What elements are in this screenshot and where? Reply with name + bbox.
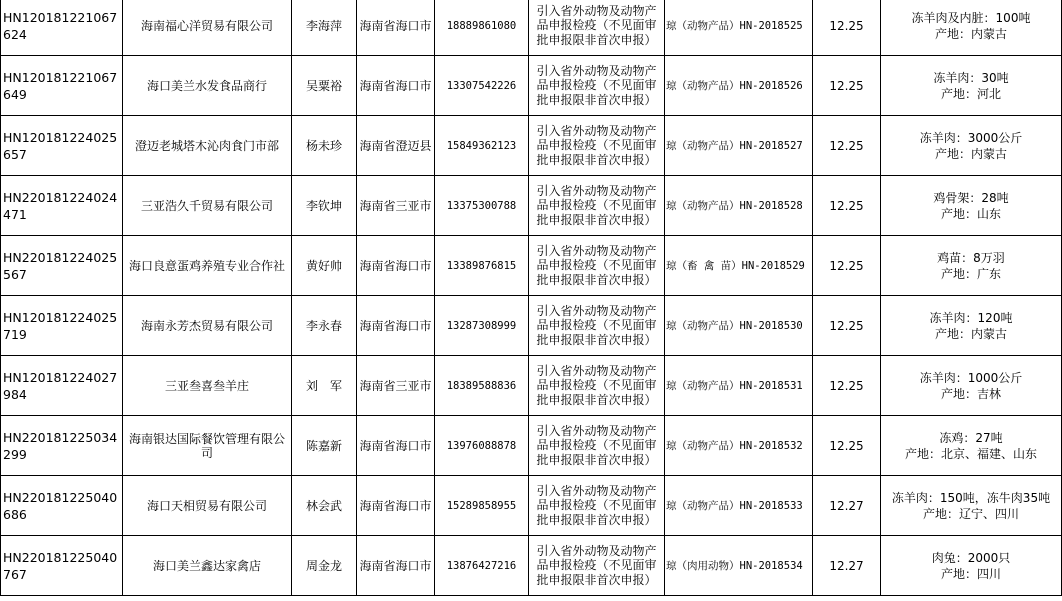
company-name: 三亚浩久千贸易有限公司: [140, 198, 273, 213]
permit-number: 琼（动物产品）HN-2018531: [666, 379, 803, 392]
contact-person-cell: [292, 176, 357, 236]
product-origin: 产地：广东: [940, 266, 1001, 281]
table-row: [1, 0, 1062, 56]
permit-number: 琼（动物产品）HN-2018530: [666, 319, 803, 332]
product-origin: 产地：内蒙古: [934, 26, 1007, 41]
permit-number: 琼（肉用动物）HN-2018534: [666, 559, 803, 572]
product-origin: 产地：吉林: [940, 386, 1001, 401]
permit-number: 琼（动物产品）HN-2018525: [666, 19, 803, 32]
contact-person-cell: [292, 536, 357, 596]
application-type-cell: [529, 476, 665, 536]
phone-cell: [435, 176, 529, 236]
table-row: [1, 476, 1062, 536]
application-id: HN220181224024471: [3, 189, 118, 222]
application-type: 引入省外动物及动物产品申报检疫（不见面审批申报限非首次申报）: [536, 3, 657, 47]
region-cell: [357, 356, 435, 416]
region-cell: [357, 476, 435, 536]
approval-date: 12.25: [829, 138, 864, 153]
company-cell: [123, 356, 292, 416]
date-cell: [813, 0, 881, 56]
table-body: [1, 0, 1062, 596]
application-type: 引入省外动物及动物产品申报检疫（不见面审批申报限非首次申报）: [536, 123, 657, 167]
table-row: [1, 116, 1062, 176]
contact-person: 陈嘉新: [305, 438, 342, 453]
application-id-cell: [1, 56, 123, 116]
contact-person: 刘 军: [305, 378, 342, 393]
application-type-cell: [529, 236, 665, 296]
region: 海南省海口市: [359, 498, 432, 513]
region-cell: [357, 236, 435, 296]
approval-date: 12.25: [829, 378, 864, 393]
company-name: 海南银达国际餐饮管理有限公司: [128, 431, 285, 460]
product-quantity: 鸡骨架：28吨: [933, 190, 1009, 205]
permit-number-cell: [665, 236, 813, 296]
application-type: 引入省外动物及动物产品申报检疫（不见面审批申报限非首次申报）: [536, 63, 657, 107]
table-row: [1, 356, 1062, 416]
phone-cell: [435, 236, 529, 296]
region: 海南省海口市: [359, 558, 432, 573]
phone-number: 18389588836: [446, 379, 517, 392]
phone-cell: [435, 116, 529, 176]
application-id-cell: [1, 416, 123, 476]
company-cell: [123, 296, 292, 356]
application-type-cell: [529, 116, 665, 176]
application-type-cell: [529, 536, 665, 596]
approval-date: 12.25: [829, 258, 864, 273]
approval-date: 12.25: [829, 78, 864, 93]
region: 海南省海口市: [359, 318, 432, 333]
region-cell: [357, 56, 435, 116]
application-type: 引入省外动物及动物产品申报检疫（不见面审批申报限非首次申报）: [536, 543, 657, 587]
company-cell: [123, 176, 292, 236]
permit-number: 琼（畜 禽 苗）HN-2018529: [666, 259, 805, 272]
phone-number: 13976088878: [446, 439, 517, 452]
application-id-cell: [1, 176, 123, 236]
contact-person: 林会武: [305, 498, 342, 513]
product-quantity: 冻羊肉：30吨: [933, 70, 1009, 85]
contact-person: 周金龙: [305, 558, 342, 573]
application-type-cell: [529, 356, 665, 416]
permit-number: 琼（动物产品）HN-2018526: [666, 79, 803, 92]
contact-person-cell: [292, 356, 357, 416]
product-origin: 产地：辽宁、四川: [922, 506, 1019, 521]
company-cell: [123, 0, 292, 56]
approval-date: 12.25: [829, 438, 864, 453]
application-id: HN220181225040767: [3, 549, 118, 582]
application-type: 引入省外动物及动物产品申报检疫（不见面审批申报限非首次申报）: [536, 483, 657, 527]
date-cell: [813, 56, 881, 116]
region-cell: [357, 176, 435, 236]
application-id: HN120181221067624: [3, 9, 118, 42]
company-name: 海口天相贸易有限公司: [146, 498, 267, 513]
product-origin: 产地：河北: [940, 86, 1001, 101]
application-type: 引入省外动物及动物产品申报检疫（不见面审批申报限非首次申报）: [536, 303, 657, 347]
phone-number: 15849362123: [446, 139, 517, 152]
phone-number: 15289858955: [446, 499, 517, 512]
permit-number-cell: [665, 356, 813, 416]
phone-cell: [435, 56, 529, 116]
application-type-cell: [529, 56, 665, 116]
company-name: 海南永芳杰贸易有限公司: [140, 318, 273, 333]
permit-number-cell: [665, 416, 813, 476]
company-cell: [123, 536, 292, 596]
region: 海南省三亚市: [359, 378, 432, 393]
table-row: [1, 176, 1062, 236]
phone-cell: [435, 0, 529, 56]
application-id: HN220181225034299: [3, 429, 118, 462]
application-id-cell: [1, 356, 123, 416]
phone-number: 13375300788: [446, 199, 517, 212]
contact-person: 杨未珍: [305, 138, 342, 153]
phone-cell: [435, 356, 529, 416]
product-cell: [881, 476, 1062, 536]
product-origin: 产地：内蒙古: [934, 146, 1007, 161]
phone-number: 13389876815: [446, 259, 517, 272]
region: 海南省海口市: [359, 18, 432, 33]
phone-number: 18889861080: [446, 19, 517, 32]
phone-number: 13876427216: [446, 559, 517, 572]
approval-date: 12.27: [829, 498, 864, 513]
application-id-cell: [1, 476, 123, 536]
company-cell: [123, 56, 292, 116]
application-id: HN220181225040686: [3, 489, 118, 522]
permit-number-cell: [665, 296, 813, 356]
product-cell: [881, 116, 1062, 176]
approval-date: 12.27: [829, 558, 864, 573]
date-cell: [813, 176, 881, 236]
permit-number: 琼（动物产品）HN-2018532: [666, 439, 803, 452]
date-cell: [813, 536, 881, 596]
phone-cell: [435, 296, 529, 356]
date-cell: [813, 416, 881, 476]
product-quantity: 冻羊肉：150吨，冻牛肉35吨: [891, 490, 1051, 505]
region: 海南省澄迈县: [359, 138, 432, 153]
region-cell: [357, 116, 435, 176]
company-name: 海口良意蛋鸡养殖专业合作社: [128, 258, 285, 273]
contact-person: 黄好帅: [305, 258, 342, 273]
approval-date: 12.25: [829, 318, 864, 333]
contact-person-cell: [292, 296, 357, 356]
contact-person: 李海萍: [305, 18, 342, 33]
contact-person: 李永春: [305, 318, 342, 333]
application-id-cell: [1, 0, 123, 56]
contact-person-cell: [292, 476, 357, 536]
company-cell: [123, 236, 292, 296]
permit-number-cell: [665, 56, 813, 116]
contact-person: 吴粟裕: [305, 78, 342, 93]
product-quantity: 冻羊肉：1000公斤: [919, 370, 1023, 385]
phone-cell: [435, 476, 529, 536]
product-cell: [881, 416, 1062, 476]
table-row: [1, 56, 1062, 116]
permit-number-cell: [665, 476, 813, 536]
region-cell: [357, 296, 435, 356]
table-row: [1, 236, 1062, 296]
phone-number: 13287308999: [446, 319, 517, 332]
company-name: 三亚叁喜叁羊庄: [164, 378, 249, 393]
company-name: 海口美兰水发食品商行: [146, 78, 267, 93]
permit-number: 琼（动物产品）HN-2018533: [666, 499, 803, 512]
contact-person-cell: [292, 236, 357, 296]
company-cell: [123, 476, 292, 536]
table-row: [1, 536, 1062, 596]
phone-number: 13307542226: [446, 79, 517, 92]
application-id: HN120181224027984: [3, 369, 118, 402]
permit-number-cell: [665, 176, 813, 236]
table-row: [1, 296, 1062, 356]
application-id-cell: [1, 116, 123, 176]
application-type: 引入省外动物及动物产品申报检疫（不见面审批申报限非首次申报）: [536, 423, 657, 467]
product-cell: [881, 356, 1062, 416]
product-quantity: 冻羊肉及内脏：100吨: [911, 10, 1031, 25]
company-cell: [123, 416, 292, 476]
application-type-cell: [529, 0, 665, 56]
product-quantity: 鸡苗：8万羽: [937, 250, 1005, 265]
product-origin: 产地：四川: [940, 566, 1001, 581]
company-cell: [123, 116, 292, 176]
product-cell: [881, 0, 1062, 56]
date-cell: [813, 296, 881, 356]
contact-person-cell: [292, 56, 357, 116]
product-quantity: 肉兔：2000只: [931, 550, 1011, 565]
company-name: 海口美兰鑫达家禽店: [152, 558, 261, 573]
date-cell: [813, 236, 881, 296]
product-cell: [881, 536, 1062, 596]
application-type-cell: [529, 296, 665, 356]
application-type-cell: [529, 176, 665, 236]
permit-number-cell: [665, 536, 813, 596]
application-id-cell: [1, 296, 123, 356]
company-name: 海南福心洋贸易有限公司: [140, 18, 273, 33]
region: 海南省三亚市: [359, 198, 432, 213]
application-id-cell: [1, 536, 123, 596]
application-id: HN120181221067649: [3, 69, 118, 102]
company-name: 澄迈老城塔木沁肉食门市部: [134, 138, 279, 153]
application-id: HN120181224025719: [3, 309, 118, 342]
product-quantity: 冻羊肉：120吨: [929, 310, 1013, 325]
application-type: 引入省外动物及动物产品申报检疫（不见面审批申报限非首次申报）: [536, 243, 657, 287]
table-row: [1, 416, 1062, 476]
permit-number: 琼（动物产品）HN-2018528: [666, 199, 803, 212]
product-quantity: 冻鸡：27吨: [939, 430, 1003, 445]
application-type: 引入省外动物及动物产品申报检疫（不见面审批申报限非首次申报）: [536, 183, 657, 227]
contact-person-cell: [292, 116, 357, 176]
product-cell: [881, 56, 1062, 116]
date-cell: [813, 116, 881, 176]
product-origin: 产地：山东: [940, 206, 1001, 221]
product-cell: [881, 236, 1062, 296]
contact-person-cell: [292, 416, 357, 476]
permit-number-cell: [665, 116, 813, 176]
region-cell: [357, 536, 435, 596]
region-cell: [357, 416, 435, 476]
region-cell: [357, 0, 435, 56]
application-id: HN120181224025657: [3, 129, 118, 162]
permit-number-cell: [665, 0, 813, 56]
product-quantity: 冻羊肉：3000公斤: [919, 130, 1023, 145]
region: 海南省海口市: [359, 78, 432, 93]
product-origin: 产地：内蒙古: [934, 326, 1007, 341]
region: 海南省海口市: [359, 258, 432, 273]
phone-cell: [435, 536, 529, 596]
date-cell: [813, 476, 881, 536]
approval-date: 12.25: [829, 198, 864, 213]
application-id-cell: [1, 236, 123, 296]
phone-cell: [435, 416, 529, 476]
product-cell: [881, 176, 1062, 236]
permit-number: 琼（动物产品）HN-2018527: [666, 139, 803, 152]
approval-date: 12.25: [829, 18, 864, 33]
application-type-cell: [529, 416, 665, 476]
contact-person: 李钦坤: [305, 198, 342, 213]
region: 海南省海口市: [359, 438, 432, 453]
product-cell: [881, 296, 1062, 356]
application-type: 引入省外动物及动物产品申报检疫（不见面审批申报限非首次申报）: [536, 363, 657, 407]
product-origin: 产地：北京、福建、山东: [904, 446, 1037, 461]
contact-person-cell: [292, 0, 357, 56]
application-id: HN220181224025567: [3, 249, 118, 282]
date-cell: [813, 356, 881, 416]
